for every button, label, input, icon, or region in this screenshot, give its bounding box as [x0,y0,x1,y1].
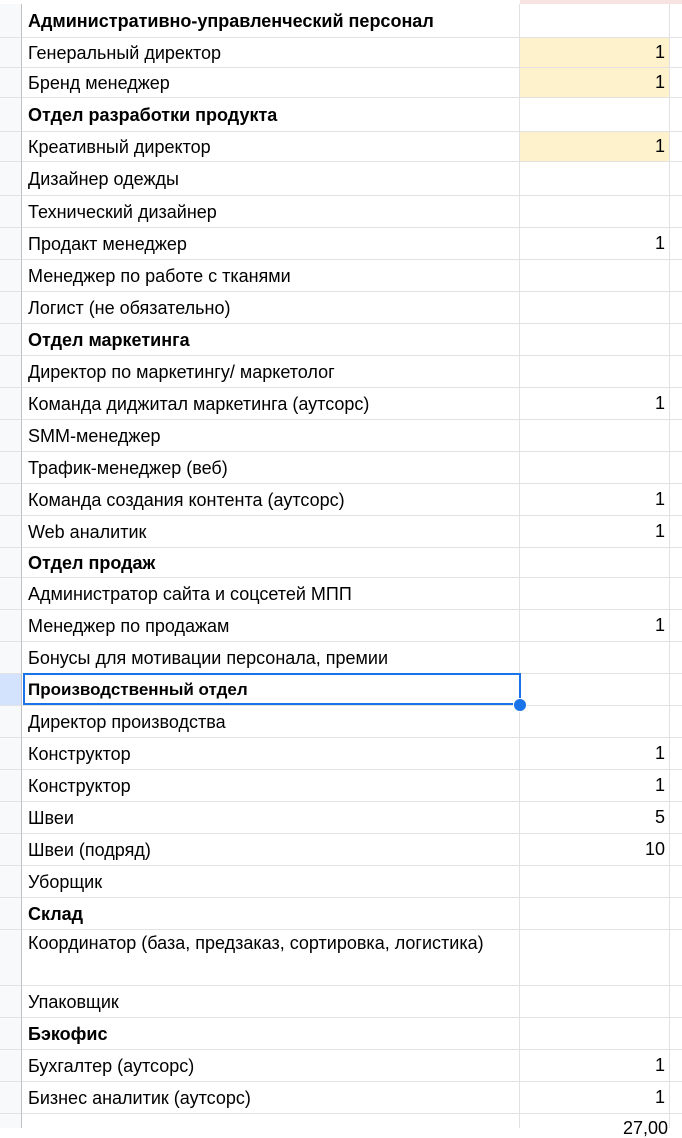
cell-next[interactable] [670,452,682,484]
table-row [0,986,682,1018]
cell-value[interactable]: 1 [520,516,670,548]
row-header[interactable] [0,420,22,452]
cell-next[interactable] [670,260,682,292]
row-header[interactable] [0,578,22,610]
cell-next[interactable] [670,484,682,516]
cell-value[interactable]: 1 [520,770,670,802]
cell-next[interactable] [670,388,682,420]
table-row [0,930,682,986]
cell-label[interactable]: SMM-менеджер [22,420,520,452]
table-row [0,484,682,516]
cell-label[interactable]: Отдел продаж [22,548,520,578]
table-row [0,162,682,196]
cell-next[interactable] [670,866,682,898]
cell-next[interactable] [670,610,682,642]
cell-next[interactable] [670,898,682,930]
cell-label[interactable]: Администратор сайта и соцсетей МПП [22,578,520,610]
cell-value[interactable] [520,356,670,388]
cell-label[interactable]: Отдел разработки продукта [22,98,520,132]
row-header[interactable] [0,196,22,228]
row-header[interactable] [0,484,22,516]
cell-label[interactable]: Административно-управленческий персонал [22,4,520,38]
cell-label[interactable]: Бэкофис [22,1018,520,1050]
row-header[interactable] [0,610,22,642]
cell-label[interactable]: Генеральный директор [22,38,520,68]
cell-label[interactable]: Продакт менеджер [22,228,520,260]
table-row [0,516,682,548]
row-header[interactable] [0,388,22,420]
cell-value[interactable]: 1 [520,738,670,770]
row-header[interactable] [0,1114,22,1128]
cell-next[interactable] [670,420,682,452]
row-header[interactable] [0,356,22,388]
cell-label[interactable]: Швеи (подряд) [22,834,520,866]
cell-label[interactable]: Директор по маркетингу/ маркетолог [22,356,520,388]
table-row [0,1018,682,1050]
cell-next[interactable] [670,642,682,674]
table-row [0,452,682,484]
row-header[interactable] [0,260,22,292]
table-row [0,642,682,674]
cell-label[interactable]: Отдел маркетинга [22,324,520,356]
cell-label[interactable]: Трафик-менеджер (веб) [22,452,520,484]
table-row [0,292,682,324]
cell-value[interactable] [520,260,670,292]
cell-value[interactable] [520,898,670,930]
table-row [0,38,682,68]
table-row-selected [0,674,682,706]
cell-label[interactable]: Команда диджитал маркетинга (аутсорс) [22,388,520,420]
cell-value[interactable]: 1 [520,1050,670,1082]
cell-next[interactable] [670,324,682,356]
cell-value[interactable] [520,548,670,578]
row-header[interactable] [0,292,22,324]
cell-label[interactable]: Web аналитик [22,516,520,548]
cell-value[interactable] [520,292,670,324]
cell-label[interactable]: Менеджер по продажам [22,610,520,642]
cell-value[interactable]: 1 [520,68,670,98]
row-header[interactable] [0,802,22,834]
cell-value[interactable]: 1 [520,1082,670,1114]
cell-next[interactable] [670,162,682,196]
cell-value[interactable] [520,578,670,610]
cell-value[interactable]: 1 [520,388,670,420]
cell-value[interactable] [520,706,670,738]
table-row [0,738,682,770]
table-row [0,802,682,834]
cell-value[interactable] [520,162,670,196]
cell-value[interactable] [520,196,670,228]
cell-label[interactable]: Упаковщик [22,986,520,1018]
table-row [0,1082,682,1114]
cell-value[interactable]: 1 [520,610,670,642]
row-header[interactable] [0,834,22,866]
cell-next[interactable] [670,356,682,388]
cell-label[interactable]: Склад [22,898,520,930]
cell-next[interactable] [670,68,682,98]
row-header[interactable] [0,642,22,674]
cell-label[interactable] [22,1114,520,1128]
row-header[interactable] [0,4,22,38]
cell-label[interactable]: Конструктор [22,738,520,770]
cell-next[interactable] [670,770,682,802]
cell-label[interactable]: Креативный директор [22,132,520,162]
table-row [0,98,682,132]
cell-value[interactable] [520,4,670,38]
fill-handle[interactable] [513,698,527,712]
cell-value[interactable]: 5 [520,802,670,834]
cell-next[interactable] [670,1018,682,1050]
cell-next[interactable] [670,516,682,548]
cell-next[interactable] [670,196,682,228]
table-row [0,132,682,162]
table-row [0,834,682,866]
row-header[interactable] [0,706,22,738]
cell-next[interactable] [670,1050,682,1082]
cell-label[interactable]: Уборщик [22,866,520,898]
row-header[interactable] [0,98,22,132]
cell-value[interactable] [520,930,670,986]
cell-next[interactable] [670,930,682,986]
cell-next[interactable] [670,292,682,324]
cell-value[interactable] [520,642,670,674]
row-header[interactable] [0,228,22,260]
cell-label[interactable]: Технический дизайнер [22,196,520,228]
cell-label[interactable]: Дизайнер одежды [22,162,520,196]
cell-value[interactable] [520,420,670,452]
total-value: 27,00 [622,1118,668,1138]
row-header[interactable] [0,986,22,1018]
cell-value[interactable] [520,452,670,484]
row-header[interactable] [0,68,22,98]
cell-value[interactable] [520,98,670,132]
cell-next[interactable] [670,548,682,578]
table-row [0,324,682,356]
cell-next[interactable] [670,738,682,770]
row-header[interactable] [0,162,22,196]
cell-value[interactable] [520,866,670,898]
row-header[interactable] [0,1082,22,1114]
table-row [0,228,682,260]
row-header[interactable] [0,1050,22,1082]
cell-value[interactable] [520,674,670,706]
row-header[interactable] [0,866,22,898]
row-header[interactable] [0,770,22,802]
cell-value[interactable]: 1 [520,484,670,516]
table-row [0,610,682,642]
cell-value[interactable] [520,324,670,356]
cell-value[interactable]: 1 [520,38,670,68]
row-header[interactable] [0,738,22,770]
table-row [0,388,682,420]
cell-label[interactable]: Бонусы для мотивации персонала, премии [22,642,520,674]
row-header[interactable] [0,38,22,68]
row-header[interactable] [0,132,22,162]
cell-next[interactable] [670,1082,682,1114]
row-header[interactable] [0,674,22,706]
cell-value[interactable]: 1 [520,132,670,162]
table-row [0,1050,682,1082]
cell-label[interactable]: Логист (не обязательно) [22,292,520,324]
row-header[interactable] [0,930,22,986]
row-header[interactable] [0,516,22,548]
row-header[interactable] [0,452,22,484]
cell-next[interactable] [670,98,682,132]
table-row [0,4,682,38]
cell-label[interactable]: Конструктор [22,770,520,802]
cell-label[interactable]: Координатор (база, предзаказ, сортировка, логистика) [22,930,520,986]
row-header[interactable] [0,1018,22,1050]
cell-label[interactable]: Команда создания контента (аутсорс) [22,484,520,516]
cell-label[interactable]: Бренд менеджер [22,68,520,98]
table-row [0,356,682,388]
table-row [0,196,682,228]
cell-next[interactable] [670,674,682,706]
table-row [0,866,682,898]
cell-next[interactable] [670,132,682,162]
table-row [0,770,682,802]
cell-label-selected[interactable]: Производственный отдел [22,674,520,706]
row-header[interactable] [0,898,22,930]
cell-value[interactable]: 10 [520,834,670,866]
cell-value[interactable]: 1 [520,228,670,260]
table-row [0,260,682,292]
cell-next[interactable] [670,706,682,738]
cell-label[interactable]: Швеи [22,802,520,834]
cell-label[interactable]: Бухгалтер (аутсорс) [22,1050,520,1082]
cell-value[interactable] [520,1018,670,1050]
cell-next[interactable] [670,578,682,610]
cell-next[interactable] [670,4,682,38]
table-row [0,420,682,452]
cell-next[interactable] [670,834,682,866]
cell-label[interactable]: Директор производства [22,706,520,738]
row-header[interactable] [0,324,22,356]
table-row [0,898,682,930]
table-row [0,68,682,98]
cell-next[interactable] [670,802,682,834]
cell-next[interactable] [670,228,682,260]
table-row [0,706,682,738]
row-header[interactable] [0,548,22,578]
cell-next[interactable] [670,38,682,68]
cell-label[interactable]: Менеджер по работе с тканями [22,260,520,292]
cell-value[interactable] [520,986,670,1018]
table-row [0,548,682,578]
cell-next[interactable] [670,986,682,1018]
table-row [0,578,682,610]
cell-label[interactable]: Бизнес аналитик (аутсорс) [22,1082,520,1114]
